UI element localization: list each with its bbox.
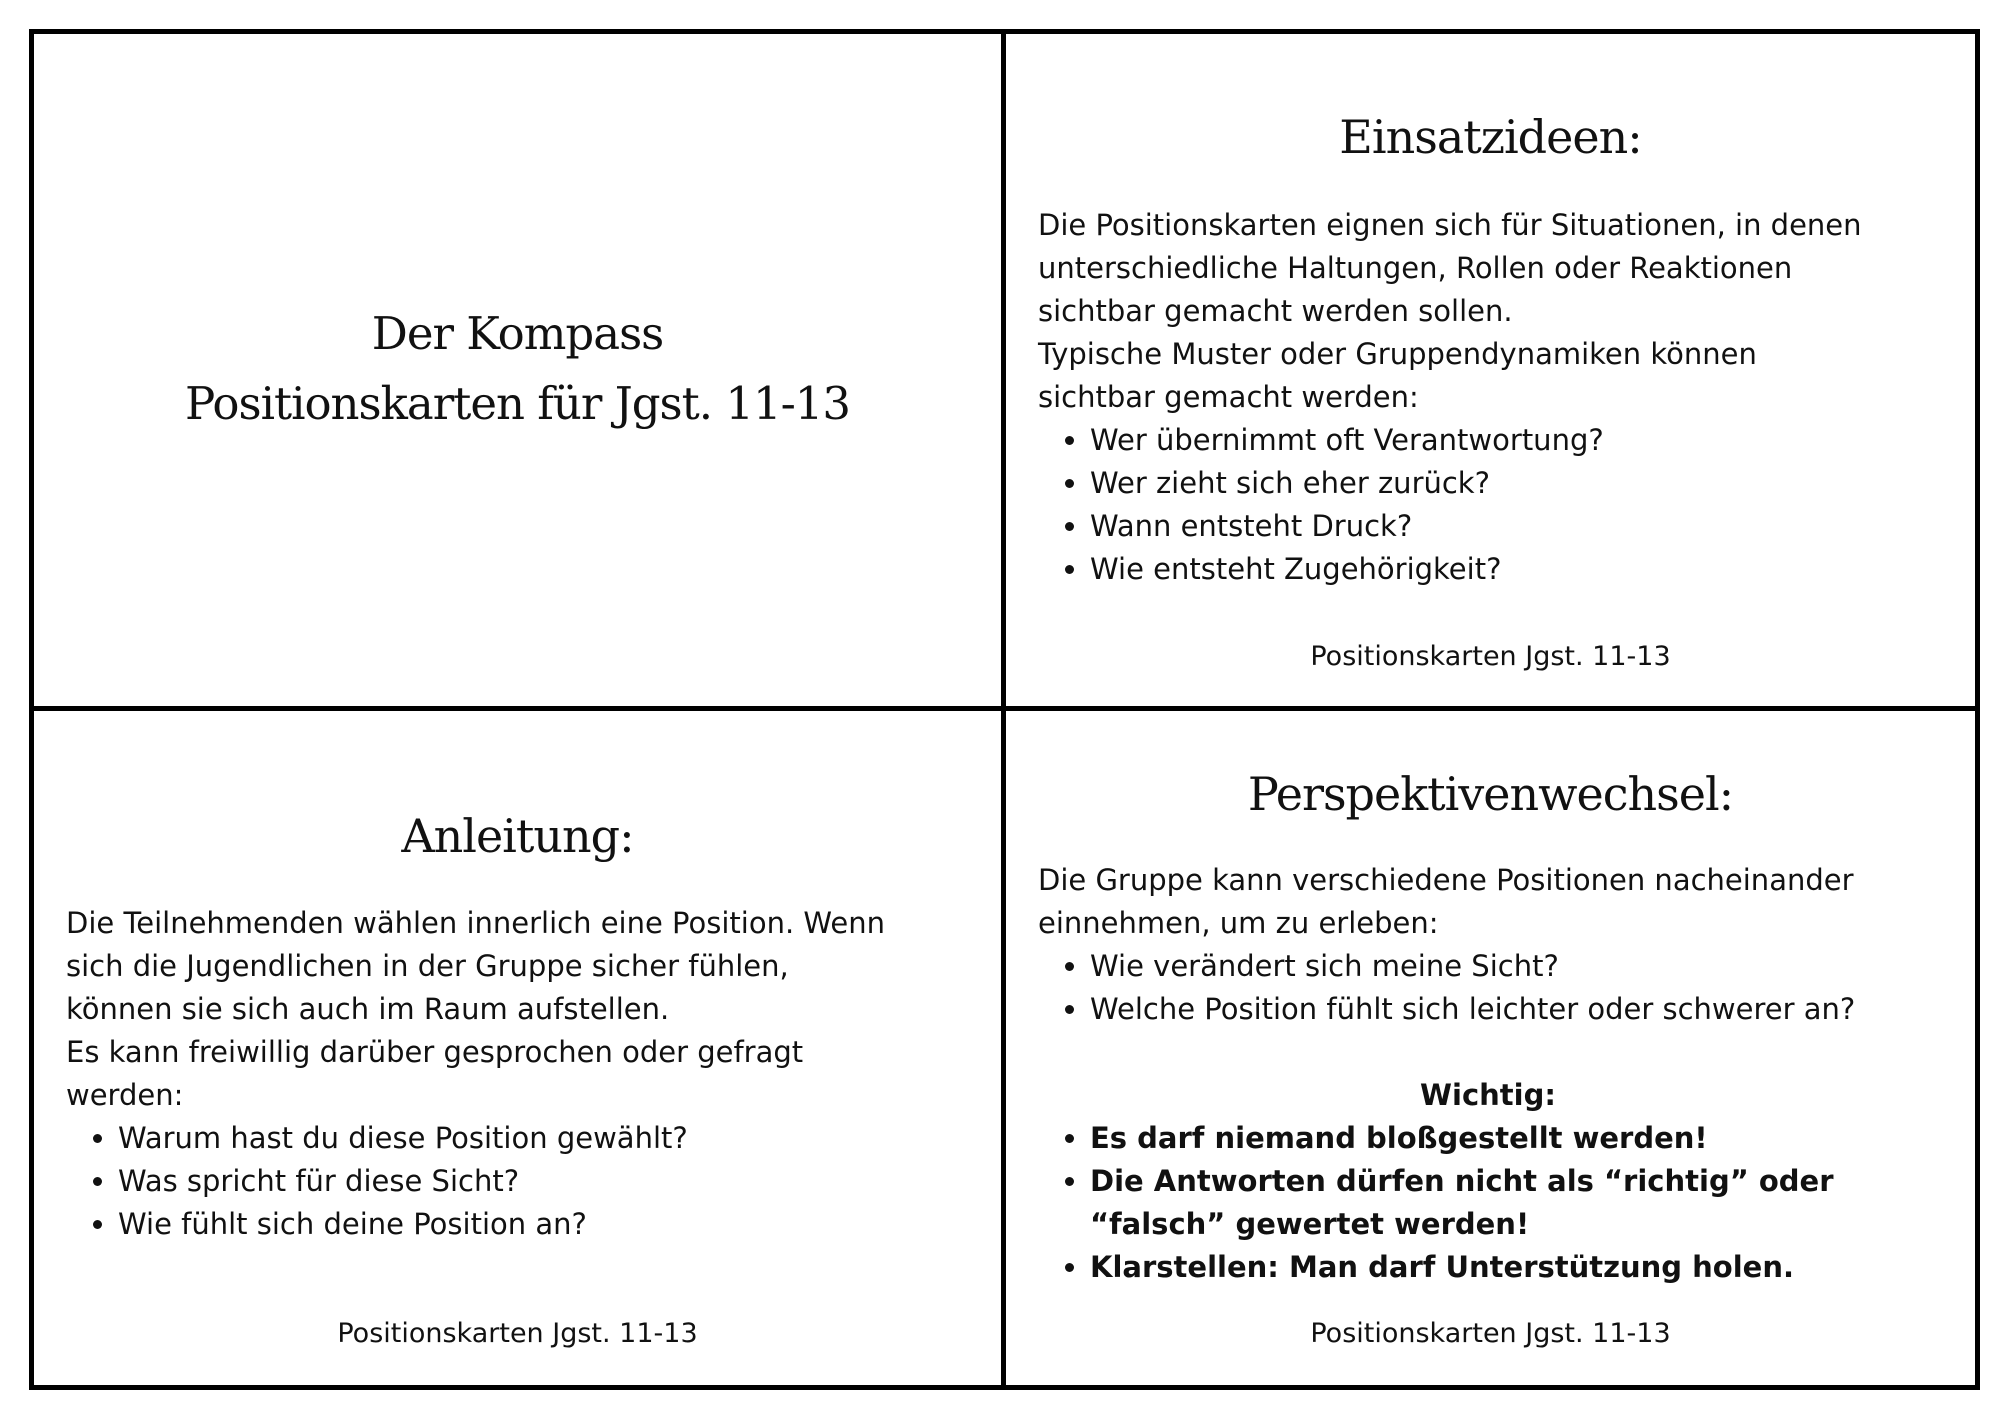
list-item: • Wer zieht sich eher zurück? bbox=[1090, 462, 1862, 505]
einsatzideen-body bbox=[1038, 204, 1862, 591]
anleitung-line-4: Es kann freiwillig darüber gesprochen oder gefragt bbox=[66, 1035, 804, 1069]
list-item: • Warum hast du diese Position gewählt? bbox=[118, 1117, 885, 1160]
list-item: • Wie verändert sich meine Sicht? bbox=[1090, 945, 1938, 988]
einsatzideen-line-4: Typische Muster oder Gruppendynamiken können bbox=[1038, 337, 1757, 371]
perspektivenwechsel-line-2: einnehmen, um zu erleben: bbox=[1038, 906, 1439, 940]
perspektivenwechsel-card bbox=[1006, 711, 1975, 1385]
anleitung-line-5: werden: bbox=[66, 1078, 184, 1112]
einsatzideen-title: Einsatzideen: bbox=[1339, 110, 1642, 164]
perspektivenwechsel-line-1: Die Gruppe kann verschiedene Positionen nacheinander bbox=[1038, 863, 1854, 897]
anleitung-card bbox=[34, 711, 1001, 1385]
important-heading: Wichtig: bbox=[1420, 1078, 1556, 1112]
list-item-line-1: Die Antworten dürfen nicht als “richtig” oder bbox=[1090, 1164, 1834, 1198]
einsatzideen-line-3: sichtbar gemacht werden sollen. bbox=[1038, 294, 1513, 328]
einsatzideen-card bbox=[1006, 34, 1975, 706]
anleitung-line-3: können sie sich auch im Raum aufstellen. bbox=[66, 992, 670, 1026]
anleitung-list bbox=[66, 1117, 885, 1246]
einsatzideen-list bbox=[1038, 419, 1862, 591]
cover-title-line-2: Positionskarten für Jgst. 11-13 bbox=[184, 377, 851, 430]
cover-title-line-1: Der Kompass bbox=[371, 307, 664, 360]
anleitung-line-1: Die Teilnehmenden wählen innerlich eine Position. Wenn bbox=[66, 906, 885, 940]
list-item: • Wie entsteht Zugehörigkeit? bbox=[1090, 548, 1862, 591]
cover-title bbox=[34, 299, 1001, 439]
anleitung-footer: Positionskarten Jgst. 11-13 bbox=[337, 1318, 698, 1349]
list-item: • Wann entsteht Druck? bbox=[1090, 505, 1862, 548]
einsatzideen-footer: Positionskarten Jgst. 11-13 bbox=[1310, 641, 1671, 672]
einsatzideen-line-5: sichtbar gemacht werden: bbox=[1038, 380, 1419, 414]
anleitung-title: Anleitung: bbox=[401, 809, 634, 863]
perspektivenwechsel-list bbox=[1038, 945, 1938, 1031]
perspektivenwechsel-body bbox=[1038, 859, 1938, 1289]
perspektivenwechsel-title: Perspektivenwechsel: bbox=[1247, 767, 1734, 821]
einsatzideen-line-1: Die Positionskarten eignen sich für Situationen, in denen bbox=[1038, 208, 1862, 242]
list-item: • Wer übernimmt oft Verantwortung? bbox=[1090, 419, 1862, 462]
list-item: • Welche Position fühlt sich leichter oder schwerer an? bbox=[1090, 988, 1938, 1031]
list-item-line-2: “falsch” gewertet werden! bbox=[1090, 1207, 1530, 1241]
list-item bbox=[1090, 1160, 1938, 1246]
list-item: • Was spricht für diese Sicht? bbox=[118, 1160, 885, 1203]
spacer bbox=[1038, 1031, 1938, 1074]
anleitung-body bbox=[66, 902, 885, 1246]
list-item: • Wie fühlt sich deine Position an? bbox=[118, 1203, 885, 1246]
anleitung-line-2: sich die Jugendlichen in der Gruppe sicher fühlen, bbox=[66, 949, 789, 983]
einsatzideen-line-2: unterschiedliche Haltungen, Rollen oder Reaktionen bbox=[1038, 251, 1793, 285]
cover-card bbox=[34, 34, 1001, 706]
perspektivenwechsel-footer: Positionskarten Jgst. 11-13 bbox=[1310, 1318, 1671, 1349]
list-item: • Es darf niemand bloßgestellt werden! bbox=[1090, 1117, 1938, 1160]
important-list bbox=[1038, 1117, 1938, 1289]
list-item: • Klarstellen: Man darf Unterstützung holen. bbox=[1090, 1246, 1938, 1289]
